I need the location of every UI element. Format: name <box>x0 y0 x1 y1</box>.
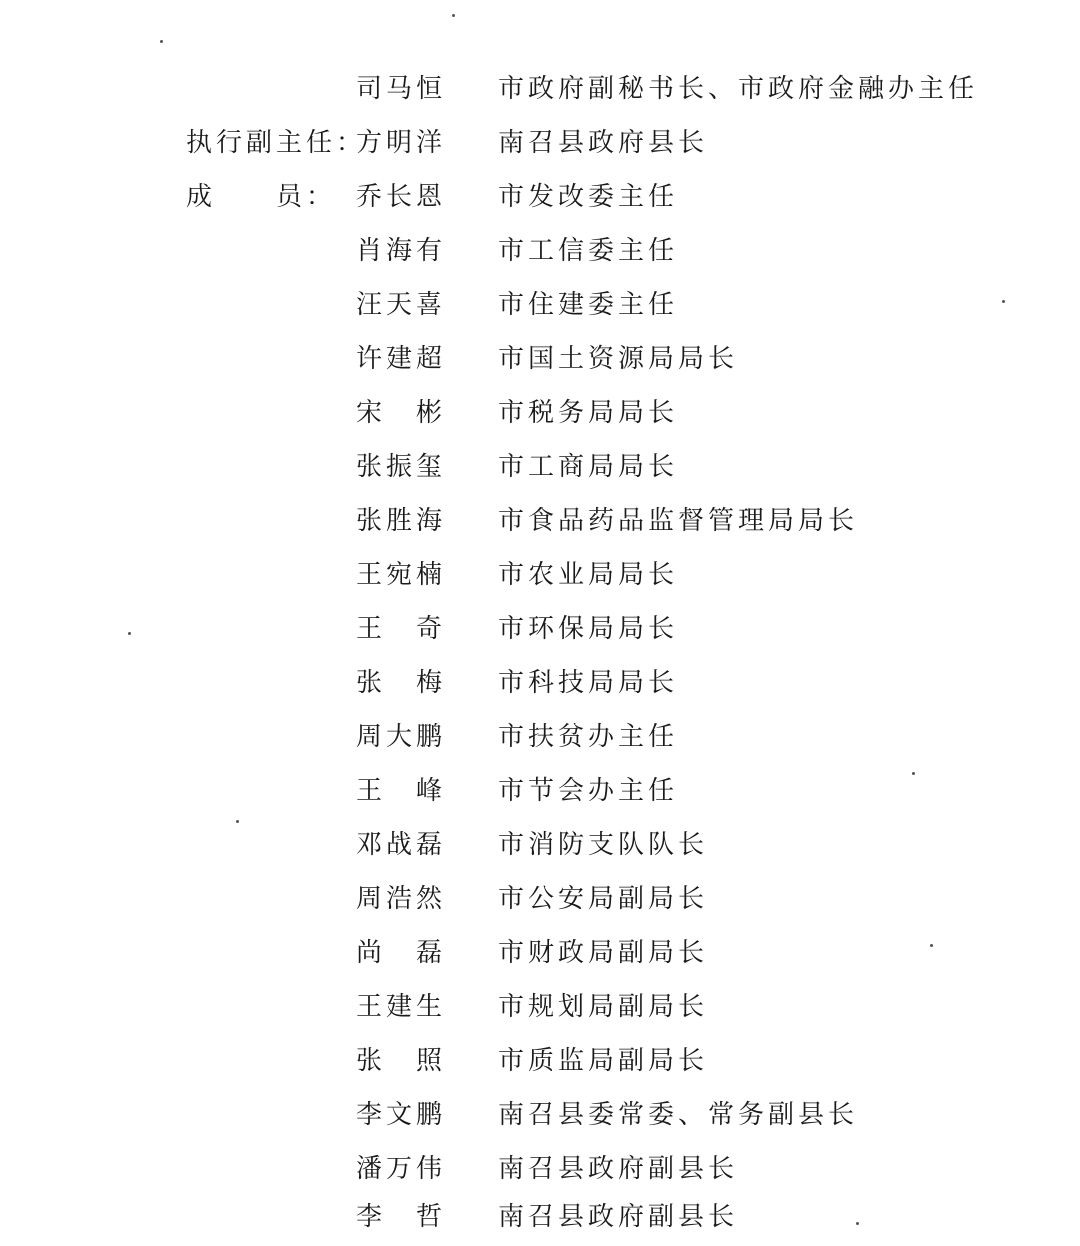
member-row <box>0 926 1080 980</box>
member-title: 市公安局副局长 <box>498 884 709 914</box>
member-title: 市科技局局长 <box>498 668 679 698</box>
member-title: 南召县政府副县长 <box>498 1154 739 1184</box>
member-row <box>0 1088 1080 1142</box>
member-row <box>0 548 1080 602</box>
member-row <box>0 602 1080 656</box>
member-name: 王宛楠 <box>356 560 447 590</box>
member-name: 张 照 <box>356 1046 447 1076</box>
member-row <box>0 386 1080 440</box>
scan-speck <box>236 820 239 823</box>
member-name: 张胜海 <box>356 506 447 536</box>
member-row <box>0 1142 1080 1196</box>
member-title: 市工信委主任 <box>498 236 679 266</box>
member-name: 王 峰 <box>356 776 447 806</box>
member-row <box>0 494 1080 548</box>
member-title: 南召县委常委、常务副县长 <box>498 1100 859 1130</box>
member-title: 市住建委主任 <box>498 290 679 320</box>
member-name: 王建生 <box>356 992 447 1022</box>
member-name: 许建超 <box>356 344 447 374</box>
member-name: 王 奇 <box>356 614 447 644</box>
member-name: 宋 彬 <box>356 398 447 428</box>
member-row <box>0 710 1080 764</box>
member-row <box>0 764 1080 818</box>
member-row <box>0 224 1080 278</box>
scan-speck <box>452 14 455 17</box>
member-title: 市税务局局长 <box>498 398 679 428</box>
member-name: 肖海有 <box>356 236 447 266</box>
member-name: 尚 磊 <box>356 938 447 968</box>
member-row <box>0 62 1080 116</box>
member-row <box>0 818 1080 872</box>
member-row <box>0 278 1080 332</box>
member-name: 张振玺 <box>356 452 447 482</box>
scan-speck <box>930 944 933 947</box>
member-title: 市发改委主任 <box>498 182 679 212</box>
scan-speck <box>128 632 131 635</box>
member-row <box>0 170 1080 224</box>
member-row <box>0 332 1080 386</box>
member-title: 市农业局局长 <box>498 560 679 590</box>
member-role: 执行副主任： <box>186 128 367 158</box>
member-name: 邓战磊 <box>356 830 447 860</box>
member-title: 南召县政府县长 <box>498 128 709 158</box>
member-row <box>0 1034 1080 1088</box>
member-name: 司马恒 <box>356 74 447 104</box>
member-title: 市节会办主任 <box>498 776 679 806</box>
scan-speck <box>160 40 163 43</box>
scan-speck <box>856 1222 859 1225</box>
member-row <box>0 116 1080 170</box>
member-row <box>0 1190 1080 1244</box>
member-title: 市质监局副局长 <box>498 1046 709 1076</box>
member-row <box>0 656 1080 710</box>
member-name: 张 梅 <box>356 668 447 698</box>
member-title: 市环保局局长 <box>498 614 679 644</box>
member-name: 周大鹏 <box>356 722 447 752</box>
member-title: 市消防支队队长 <box>498 830 709 860</box>
member-title: 市国土资源局局长 <box>498 344 739 374</box>
member-title: 市政府副秘书长、市政府金融办主任 <box>498 74 979 104</box>
member-title: 市财政局副局长 <box>498 938 709 968</box>
member-title: 市食品药品监督管理局局长 <box>498 506 859 536</box>
member-row <box>0 980 1080 1034</box>
member-name: 周浩然 <box>356 884 447 914</box>
member-name: 潘万伟 <box>356 1154 447 1184</box>
member-name: 李文鹏 <box>356 1100 447 1130</box>
member-name: 李 哲 <box>356 1202 447 1232</box>
member-row <box>0 440 1080 494</box>
member-role: 成 员： <box>186 182 337 212</box>
scan-speck <box>912 772 915 775</box>
member-name: 汪天喜 <box>356 290 447 320</box>
member-title: 市工商局局长 <box>498 452 679 482</box>
scan-speck <box>1002 300 1005 303</box>
member-name: 方明洋 <box>356 128 447 158</box>
member-title: 市规划局副局长 <box>498 992 709 1022</box>
member-title: 南召县政府副县长 <box>498 1202 739 1232</box>
member-title: 市扶贫办主任 <box>498 722 679 752</box>
member-name: 乔长恩 <box>356 182 447 212</box>
member-row <box>0 872 1080 926</box>
